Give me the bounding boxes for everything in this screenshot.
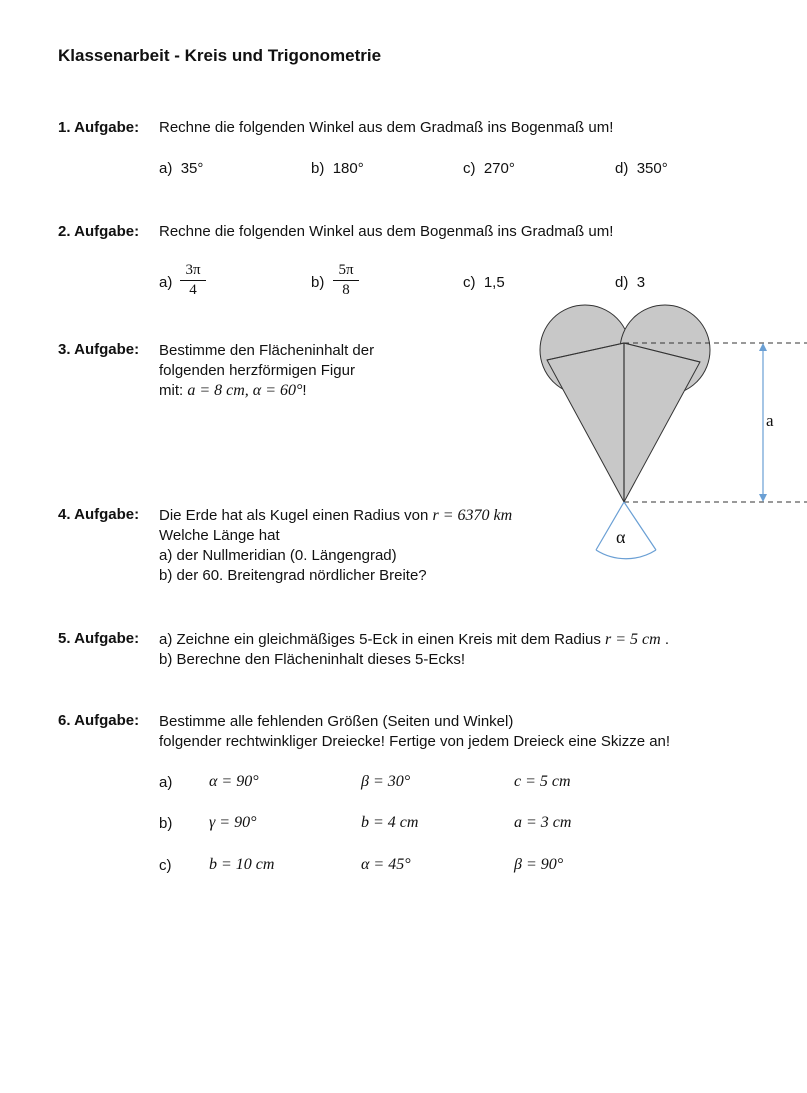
task6-row-a-value2: β = 30° <box>361 773 411 790</box>
task2-item-b-fraction <box>333 262 359 299</box>
fraction-denominator: 4 <box>189 282 197 298</box>
task2-item-c: c) 1,5 <box>463 274 505 291</box>
task6-label: 6. Aufgabe: <box>58 712 140 729</box>
task1-label: 1. Aufgabe: <box>58 119 140 136</box>
task2-item-a-fraction <box>180 262 206 299</box>
task6-row-b-letter: b) <box>159 815 173 832</box>
task1-item-a: a) 35° <box>159 160 204 177</box>
task2-item-d: d) 3 <box>615 274 646 291</box>
fraction-numerator: 3π <box>180 262 206 281</box>
task6-row-b-value1: γ = 90° <box>209 814 257 831</box>
task5-label: 5. Aufgabe: <box>58 630 140 647</box>
right-sector <box>624 343 700 502</box>
task6-row-b-value3: a = 3 cm <box>514 814 572 831</box>
page-title: Klassenarbeit - Kreis und Trigonometrie <box>58 46 382 65</box>
task6-text: Bestimme alle fehlenden Größen (Seiten und Winkel) folgender rechtwinkliger Dreiecke! Fertige von jedem Dreieck eine Skizze an! <box>159 713 671 750</box>
angle-arc <box>596 502 656 559</box>
task6-row-c-value2: α = 45° <box>361 856 411 873</box>
task6-row-b-value2: b = 4 cm <box>361 814 419 831</box>
task2-item-a-letter: a) <box>159 274 173 291</box>
task3-text: Bestimme den Flächeninhalt der folgenden herzförmigen Figur mit: a = 8 cm, α = 60°! <box>159 342 375 399</box>
fraction-denominator: 8 <box>342 282 350 298</box>
arrow-head-down <box>759 494 767 502</box>
task6-row-a-letter: a) <box>159 774 173 791</box>
task6-row-c-value3: β = 90° <box>514 856 564 873</box>
task6-row-a-value1: α = 90° <box>209 773 259 790</box>
angle-label-alpha: α <box>616 527 626 547</box>
heart-figure <box>530 300 807 565</box>
task2-text: Rechne die folgenden Winkel aus dem Bogenmaß ins Gradmaß um! <box>159 223 614 240</box>
task6-row-c-value1: b = 10 cm <box>209 856 275 873</box>
task6-row-c-letter: c) <box>159 857 172 874</box>
fraction-numerator: 5π <box>333 262 359 281</box>
task2-label: 2. Aufgabe: <box>58 223 140 240</box>
left-sector <box>547 343 624 502</box>
task5-text: a) Zeichne ein gleichmäßiges 5-Eck in einen Kreis mit dem Radius r = 5 cm . b) Berechne den Flächeninhalt dieses 5-Ecks! <box>159 631 670 668</box>
task3-label: 3. Aufgabe: <box>58 341 140 358</box>
task1-item-b: b) 180° <box>311 160 364 177</box>
arrow-head-up <box>759 343 767 351</box>
task1-item-c: c) 270° <box>463 160 515 177</box>
task2-item-b-letter: b) <box>311 274 325 291</box>
dimension-label-a: a <box>766 411 774 430</box>
task1-text: Rechne die folgenden Winkel aus dem Gradmaß ins Bogenmaß um! <box>159 119 614 136</box>
task4-text: Die Erde hat als Kugel einen Radius von r = 6370 km Welche Länge hat a) der Nullmeridian (0. Längengrad) b) der 60. Breitengrad nördlicher Breite? <box>159 507 513 584</box>
task6-row-a-value3: c = 5 cm <box>514 773 571 790</box>
task1-item-d: d) 350° <box>615 160 668 177</box>
task4-label: 4. Aufgabe: <box>58 506 140 523</box>
